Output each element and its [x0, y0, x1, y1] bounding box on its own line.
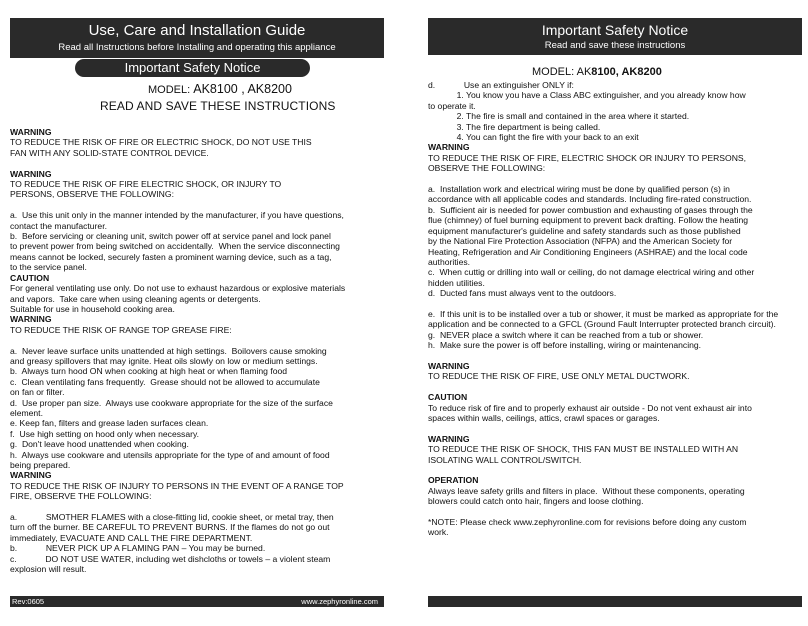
body-line: g. NEVER place a switch where it can be reached from a tub or shower. — [428, 329, 704, 340]
body-line: turn off the burner. BE CAREFUL TO PREVENT BURNS. If the flames do not go out — [10, 522, 330, 533]
body-line: explosion will result. — [10, 564, 87, 575]
body-line: equipment manufacturer's guideline and safety standards such as those published — [428, 225, 741, 236]
body-line: e. If this unit is to be installed over a tub or shower, it must be marked as appropriate for the — [428, 308, 779, 319]
safety-title: Important Safety Notice — [541, 22, 689, 38]
section-heading: OPERATION — [428, 475, 479, 486]
body-line: TO REDUCE THE RISK OF INJURY TO PERSONS IN THE EVENT OF A RANGE TOP — [10, 480, 344, 491]
body-line: c. When cuttig or drilling into wall or ceiling, do not damage electrical wiring and other — [428, 267, 755, 278]
body-line: Heating, Refrigeration and Air Conditioning Engineers (ASHRAE) and the local code — [428, 246, 748, 257]
body-line: d. Use an extinguisher ONLY if: — [428, 80, 574, 90]
body-line: 4. You can fight the fire with your back to an exit — [428, 132, 639, 143]
body-line: 2. The fire is small and contained in the area where it started. — [428, 111, 690, 122]
section-heading: WARNING — [10, 314, 52, 325]
model-value: 8100, AK8200 — [591, 66, 662, 78]
safety-subtitle: Read and save these instructions — [544, 40, 686, 51]
body-line: contact the manufacturer. — [10, 220, 107, 231]
body-line: immediately, EVACUATE AND CALL THE FIRE DEPARTMENT. — [10, 532, 253, 543]
model-label: MODEL: AK — [532, 66, 592, 78]
body-line: and greasy spillovers that may ignite. Heat oils slowly on low or medium settings. — [10, 355, 318, 366]
body-line: f. Use high setting on hood only when necessary. — [10, 428, 200, 439]
body-line: accordance with all applicable codes and standards. Including fire-rated construction. — [428, 194, 752, 205]
body-line: by the National Fire Protection Association (NFPA) and the American Society for — [428, 236, 733, 247]
body-line — [428, 351, 778, 361]
body-line: 3. The fire department is being called. — [428, 121, 601, 132]
safety-header — [428, 18, 802, 55]
section-heading: WARNING — [428, 433, 470, 444]
body-line: b. NEVER PICK UP A FLAMING PAN – You may be burned. — [10, 543, 266, 554]
body-line: flue (chimney) of fuel burning equipment to prevent back drafting. Follow the heating — [428, 215, 749, 226]
body-line: to the service panel. — [10, 262, 87, 273]
body-line: TO REDUCE THE RISK OF FIRE OR ELECTRIC SHOCK, DO NOT USE THIS — [10, 137, 312, 148]
body-line: being prepared. — [10, 460, 71, 470]
body-line: to operate it. — [428, 100, 476, 111]
body-line: and vapors. Take care when using cleaning agents or detergents. — [10, 293, 261, 304]
body-line: to prevent power from being switched on accidentally. When the service disconnecting — [10, 241, 340, 252]
right-body-text — [428, 80, 778, 538]
body-line: FIRE, OBSERVE THE FOLLOWING: — [10, 491, 152, 502]
body-line: application and be connected to a GFCL (Ground Fault Interrupter protected branch circuit). — [428, 319, 776, 330]
section-heading: WARNING — [10, 127, 52, 137]
model-line — [148, 82, 292, 96]
body-line: element. — [10, 407, 43, 418]
website-link[interactable]: www.zephyronline.com — [301, 597, 378, 606]
body-line: d. Ducted fans must always vent to the outdoors. — [428, 288, 617, 299]
body-line: b. Sufficient air is needed for power combustion and exhausting of gases through the — [428, 204, 753, 215]
body-line — [10, 502, 345, 512]
body-line: PERSONS, OBSERVE THE FOLLOWING: — [10, 189, 174, 200]
section-heading: WARNING — [10, 168, 52, 179]
guide-title: Use, Care and Installation Guide — [88, 22, 306, 39]
body-line: *NOTE: Please check www.zephyronline.com for revisions before doing any custom — [428, 517, 747, 528]
body-line: c. DO NOT USE WATER, including wet dishcloths or towels – a violent steam — [10, 553, 331, 564]
left-body-text — [10, 127, 345, 574]
body-line: a. SMOTHER FLAMES with a close-fitting lid, cookie sheet, or metal tray, then — [10, 512, 334, 523]
body-line: e. Keep fan, filters and grease laden surfaces clean. — [10, 418, 209, 429]
body-line: Always leave safety grills and filters in place. Without these components, operating — [428, 485, 745, 496]
body-line: Suitable for use in household cooking area. — [10, 303, 175, 314]
section-heading: WARNING — [428, 142, 470, 153]
body-line: 1. You know you have a Class ABC extinguisher, and you already know how — [428, 90, 746, 101]
body-line: means cannot be locked, securely fasten a prominent warning device, such as a tag, — [10, 251, 332, 262]
body-line — [428, 299, 778, 309]
model-label: MODEL: — [148, 84, 191, 96]
body-line: work. — [428, 527, 449, 538]
body-line — [428, 507, 778, 517]
right-footer — [428, 596, 802, 607]
body-line: spaces within walls, ceilings, attics, crawl spaces or garages. — [428, 413, 660, 423]
safety-notice-title: Important Safety Notice — [75, 59, 310, 77]
body-line — [10, 335, 345, 345]
body-line — [428, 423, 778, 433]
section-heading: WARNING — [10, 470, 52, 481]
read-save-heading: READ AND SAVE THESE INSTRUCTIONS — [100, 99, 336, 113]
body-line: b. Always turn hood ON when cooking at high heat or when flaming food — [10, 366, 288, 377]
body-line: h. Make sure the power is off before installing, wiring or maintenancing. — [428, 340, 702, 351]
body-line: hidden utilities. — [428, 277, 485, 288]
revision-label: Rev:0605 — [12, 597, 45, 606]
body-line: TO REDUCE THE RISK OF FIRE ELECTRIC SHOCK, OR INJURY TO — [10, 179, 282, 190]
body-line: OBSERVE THE FOLLOWING: — [428, 163, 546, 174]
body-line: authorities. — [428, 256, 471, 267]
body-line: For general ventilating use only. Do not use to exhaust hazardous or explosive materials — [10, 283, 346, 294]
body-line: TO REDUCE THE RISK OF FIRE, USE ONLY METAL DUCTWORK. — [428, 371, 690, 382]
guide-header — [10, 18, 384, 58]
body-line: g. Don't leave hood unattended when cooking. — [10, 439, 189, 450]
section-heading: CAUTION — [428, 392, 468, 403]
body-line — [428, 382, 778, 392]
section-heading: WARNING — [428, 360, 470, 371]
body-line: a. Installation work and electrical wiring must be done by qualified person (s) in — [428, 184, 730, 195]
body-line: a. Never leave surface units unattended at high settings. Boilovers cause smoking — [10, 345, 327, 356]
body-line: TO REDUCE THE RISK OF SHOCK, THIS FAN MUST BE INSTALLED WITH AN — [428, 444, 739, 455]
left-footer — [10, 596, 384, 607]
body-line: b. Before servicing or cleaning unit, switch power off at service panel and lock panel — [10, 231, 331, 242]
body-line — [428, 174, 778, 184]
body-line — [428, 465, 778, 475]
body-line: blowers could catch onto hair, fingers and loose clothing. — [428, 496, 644, 507]
body-line — [10, 158, 345, 168]
body-line: TO REDUCE THE RISK OF FIRE, ELECTRIC SHOCK OR INJURY TO PERSONS, — [428, 152, 747, 163]
body-line — [10, 200, 345, 210]
body-line: h. Always use cookware and utensils appropriate for the type of and amount of food — [10, 449, 330, 460]
body-line: on fan or filter. — [10, 387, 65, 398]
guide-subtitle: Read all Instructions before Installing and operating this appliance — [58, 42, 336, 53]
body-line: To reduce risk of fire and to properly exhaust air outside - Do not vent exhaust air into — [428, 402, 752, 413]
section-heading: CAUTION — [10, 272, 50, 283]
model-value: AK8100 , AK8200 — [193, 82, 292, 96]
body-line: ISOLATING WALL CONTROL/SWITCH. — [428, 454, 582, 465]
body-line: a. Use this unit only in the manner intended by the manufacturer, if you have questions, — [10, 210, 344, 221]
body-line: d. Use proper pan size. Always use cookware appropriate for the size of the surface — [10, 397, 333, 408]
body-line: FAN WITH ANY SOLID-STATE CONTROL DEVICE. — [10, 147, 209, 158]
body-line: TO REDUCE THE RISK OF RANGE TOP GREASE FIRE: — [10, 324, 232, 335]
model-line — [532, 66, 662, 78]
body-line: c. Clean ventilating fans frequently. Grease should not be allowed to accumulate — [10, 376, 320, 387]
